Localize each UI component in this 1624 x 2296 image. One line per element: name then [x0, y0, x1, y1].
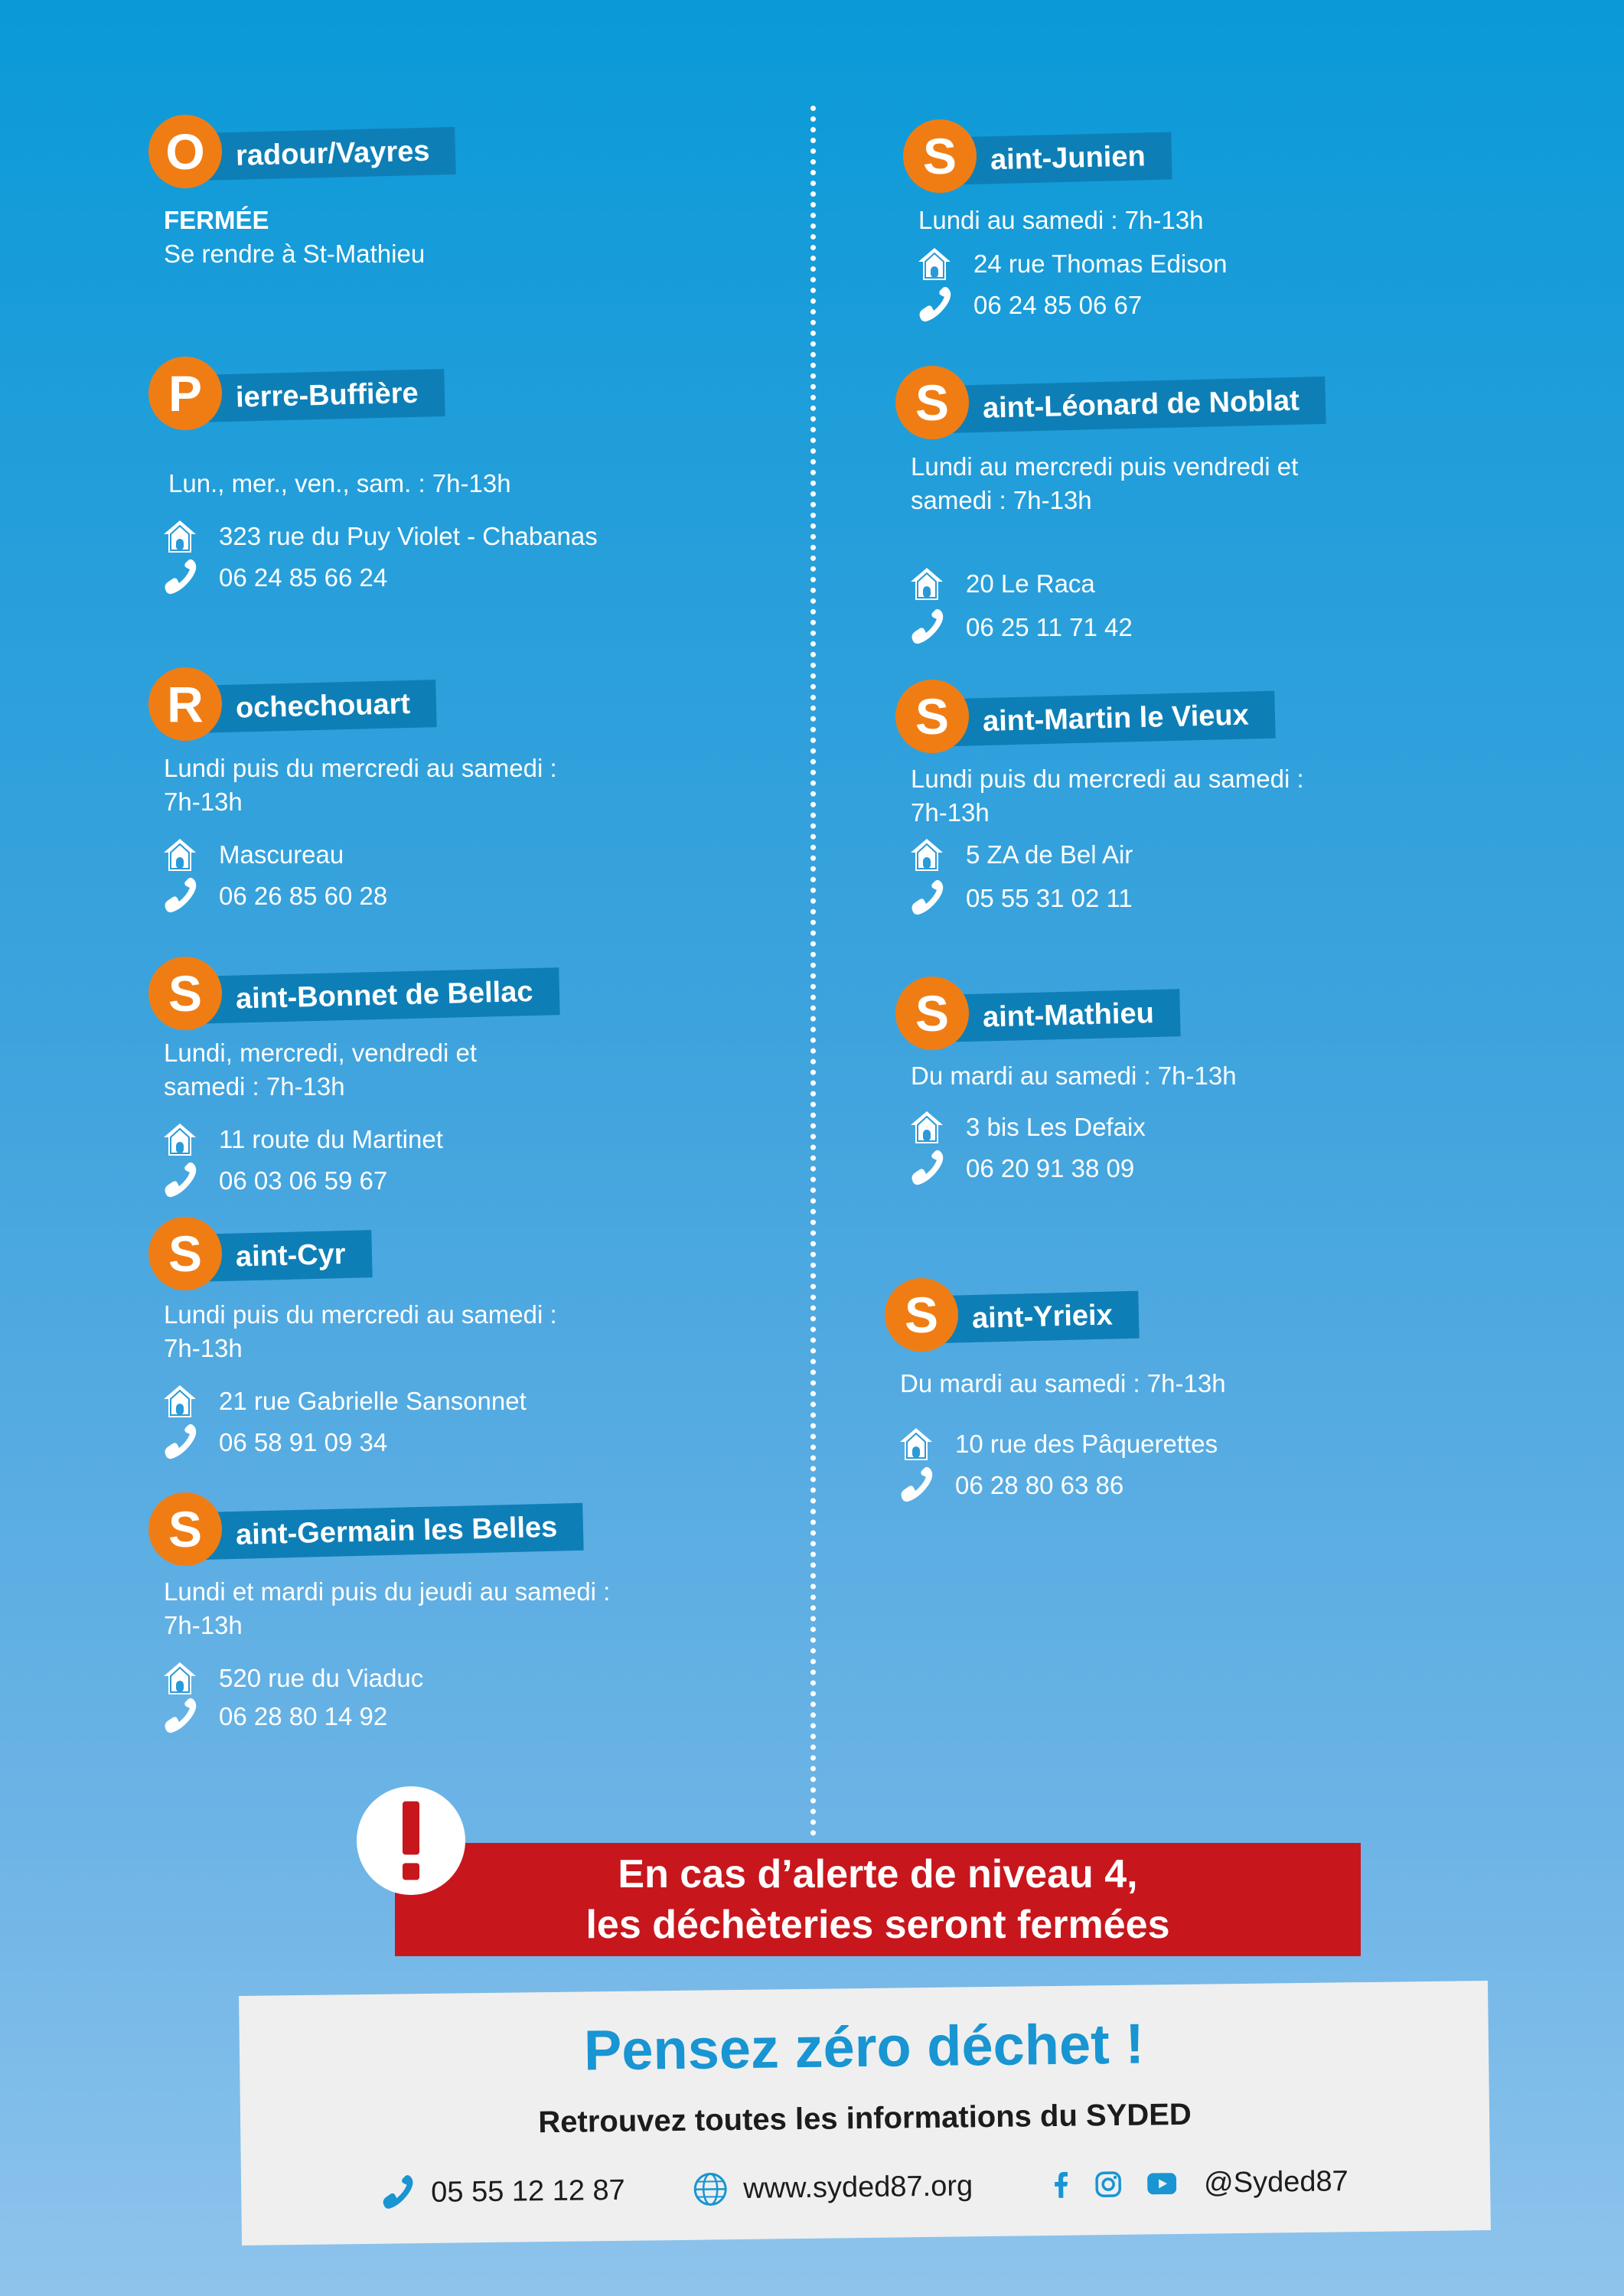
site-saint-germain-les-belles: [148, 1492, 610, 1734]
initial-badge: S: [148, 1217, 222, 1290]
phone-number: 06 24 85 66 24: [219, 563, 388, 592]
phone-row: [159, 876, 557, 917]
contact-bar: [241, 2157, 1491, 2218]
site-pierre-buffiere: [148, 357, 598, 598]
phone-icon: [159, 557, 201, 598]
address: 11 route du Martinet: [219, 1125, 443, 1153]
address-row: [159, 1658, 610, 1699]
site-heading: [903, 119, 1227, 193]
site-heading: [148, 957, 533, 1030]
site-heading: [895, 366, 1298, 439]
site-saint-bonnet-de-bellac: [148, 957, 533, 1202]
phone-icon: [159, 1696, 201, 1737]
footer-card: [239, 1981, 1491, 2245]
phone-row: [906, 1148, 1237, 1189]
initial-badge: S: [895, 977, 969, 1050]
opening-hours: Lun., mer., ven., sam. : 7h-13h: [168, 469, 511, 497]
footer-handle: @Syded87: [1203, 2164, 1348, 2200]
address-row: [159, 834, 557, 876]
address-row: [906, 834, 1304, 876]
phone-number: 06 58 91 09 34: [219, 1428, 388, 1456]
exclamation-icon: [357, 1786, 465, 1895]
address: 3 bis Les Defaix: [966, 1113, 1146, 1141]
footer-title: Pensez zéro déchet !: [583, 2011, 1145, 2082]
phone-row: [906, 605, 1298, 651]
opening-hours: Lundi au samedi : 7h-13h: [918, 206, 1204, 234]
opening-hours: Lundi, mercredi, vendredi et samedi : 7h-13h: [164, 1039, 478, 1101]
site-rochechouart: [148, 667, 557, 917]
site-name: aint-Mathieu: [982, 996, 1155, 1033]
site-saint-cyr: [148, 1217, 557, 1463]
phone-row: [906, 876, 1304, 921]
name-ribbon: [194, 369, 445, 422]
alert-banner: [395, 1843, 1361, 1956]
phone-number: 06 20 91 38 09: [966, 1154, 1135, 1182]
phone-number: 05 55 31 02 11: [966, 884, 1133, 912]
name-ribbon: [194, 1503, 584, 1560]
contact-handle[interactable]: [1204, 2158, 1348, 2206]
house-icon: [159, 516, 201, 557]
site-name: aint-Germain les Belles: [235, 1511, 558, 1551]
phone-icon: [906, 1148, 947, 1189]
alert-line-2: les déchèteries seront fermées: [585, 1903, 1170, 1947]
address: 5 ZA de Bel Air: [966, 840, 1133, 869]
globe-icon: [693, 2171, 729, 2207]
phone-row: [159, 557, 598, 598]
initial-badge: R: [148, 667, 222, 741]
name-ribbon: [941, 377, 1326, 433]
site-heading: [148, 1217, 557, 1290]
initial-badge: P: [148, 357, 222, 430]
name-ribbon: [930, 1291, 1139, 1344]
column-divider: [810, 106, 816, 1837]
site-heading: [148, 115, 430, 188]
opening-hours: Du mardi au samedi : 7h-13h: [911, 1062, 1237, 1090]
site-heading: [148, 1492, 610, 1566]
site-name: aint-Léonard de Noblat: [982, 384, 1300, 425]
address-row: [914, 243, 1227, 285]
opening-hours: Lundi puis du mercredi au samedi : 7h-13h: [911, 765, 1304, 827]
house-icon: [159, 1381, 201, 1422]
site-name: aint-Junien: [990, 139, 1146, 176]
phone-icon: [159, 1422, 201, 1463]
house-icon: [159, 834, 201, 876]
facebook-icon[interactable]: [1052, 2172, 1069, 2198]
house-icon: [159, 1119, 201, 1160]
initial-badge: S: [903, 119, 977, 193]
site-saint-leonard-de-noblat: [895, 366, 1298, 651]
address-row: [159, 1381, 557, 1422]
instagram-icon[interactable]: [1095, 2171, 1121, 2197]
opening-hours: Du mardi au samedi : 7h-13h: [900, 1369, 1226, 1397]
site-saint-mathieu: [895, 977, 1237, 1189]
house-icon: [906, 834, 947, 876]
site-heading: [148, 357, 598, 430]
phone-number: 06 26 85 60 28: [219, 882, 388, 910]
site-heading: [895, 680, 1304, 753]
status-closed: FERMÉE: [164, 206, 269, 234]
address: Mascureau: [219, 840, 344, 869]
site-note: Se rendre à St-Mathieu: [164, 240, 426, 268]
phone-number: 06 25 11 71 42: [966, 613, 1133, 641]
house-icon: [914, 243, 955, 285]
site-name: aint-Yrieix: [971, 1299, 1114, 1335]
phone-number: 06 28 80 63 86: [955, 1471, 1124, 1499]
site-name: ierre-Buffière: [235, 377, 419, 414]
site-name: ochechouart: [235, 687, 411, 725]
address: 10 rue des Pâquerettes: [955, 1430, 1218, 1458]
house-icon: [159, 1658, 201, 1699]
site-name: radour/Vayres: [235, 135, 430, 172]
site-heading: [148, 667, 557, 741]
phone-icon: [159, 876, 201, 917]
address-row: [159, 516, 598, 557]
footer-website: www.syded87.org: [742, 2169, 973, 2205]
site-saint-yrieix: [885, 1278, 1226, 1506]
address: 20 Le Raca: [966, 569, 1095, 598]
address-row: [906, 1107, 1237, 1148]
phone-icon: [159, 1160, 201, 1202]
alert-line-1: En cas d’alerte de niveau 4,: [618, 1852, 1138, 1896]
address-row: [895, 1424, 1226, 1465]
site-name: aint-Cyr: [235, 1238, 347, 1274]
opening-hours: Lundi au mercredi puis vendredi et samedi : 7h-13h: [911, 452, 1299, 514]
opening-hours: Lundi puis du mercredi au samedi : 7h-13h: [164, 754, 557, 816]
phone-row: [914, 285, 1227, 326]
phone-icon: [906, 607, 947, 648]
youtube-icon[interactable]: [1147, 2173, 1176, 2194]
initial-badge: S: [148, 957, 222, 1030]
name-ribbon: [948, 132, 1172, 184]
name-ribbon: [194, 127, 456, 181]
phone-row: [895, 1465, 1226, 1506]
site-name: aint-Bonnet de Bellac: [235, 975, 533, 1015]
initial-badge: O: [148, 115, 222, 188]
phone-row: [159, 1699, 610, 1734]
phone-row: [159, 1160, 477, 1202]
name-ribbon: [194, 680, 436, 733]
address: 24 rue Thomas Edison: [973, 249, 1228, 278]
footer-phone: 05 55 12 12 87: [430, 2174, 626, 2209]
address: 21 rue Gabrielle Sansonnet: [219, 1387, 527, 1415]
phone-row: [159, 1422, 557, 1463]
address: 323 rue du Puy Violet - Chabanas: [219, 522, 598, 550]
initial-badge: S: [895, 366, 969, 439]
initial-badge: S: [895, 680, 969, 753]
initial-badge: S: [885, 1278, 958, 1352]
social-icons: [1052, 2161, 1192, 2208]
phone-number: 06 24 85 06 67: [973, 291, 1143, 319]
site-saint-martin-le-vieux: [895, 680, 1304, 921]
phone-number: 06 28 80 14 92: [219, 1702, 388, 1730]
house-icon: [895, 1424, 937, 1465]
phone-icon: [895, 1465, 937, 1506]
phone-icon: [914, 285, 955, 326]
contact-website[interactable]: [693, 2163, 973, 2212]
phone-number: 06 03 06 59 67: [219, 1166, 388, 1195]
initial-badge: S: [148, 1492, 222, 1566]
name-ribbon: [194, 967, 559, 1024]
contact-phone[interactable]: [379, 2167, 625, 2216]
name-ribbon: [941, 691, 1275, 747]
phone-icon: [379, 2174, 416, 2212]
opening-hours: Lundi et mardi puis du jeudi au samedi : 7h-13h: [164, 1577, 611, 1639]
address-row: [159, 1119, 477, 1160]
address: 520 rue du Viaduc: [219, 1664, 424, 1692]
site-saint-junien: [903, 119, 1227, 326]
house-icon: [906, 563, 947, 605]
house-icon: [906, 1107, 947, 1148]
site-oradour-vayres: [148, 115, 430, 271]
site-heading: [895, 977, 1237, 1050]
address-row: [906, 563, 1298, 605]
site-name: aint-Martin le Vieux: [982, 699, 1250, 738]
phone-icon: [906, 878, 947, 919]
opening-hours: Lundi puis du mercredi au samedi : 7h-13h: [164, 1300, 557, 1362]
footer-subtitle: Retrouvez toutes les informations du SYDED: [538, 2097, 1192, 2140]
site-heading: [885, 1278, 1226, 1352]
name-ribbon: [941, 989, 1180, 1042]
